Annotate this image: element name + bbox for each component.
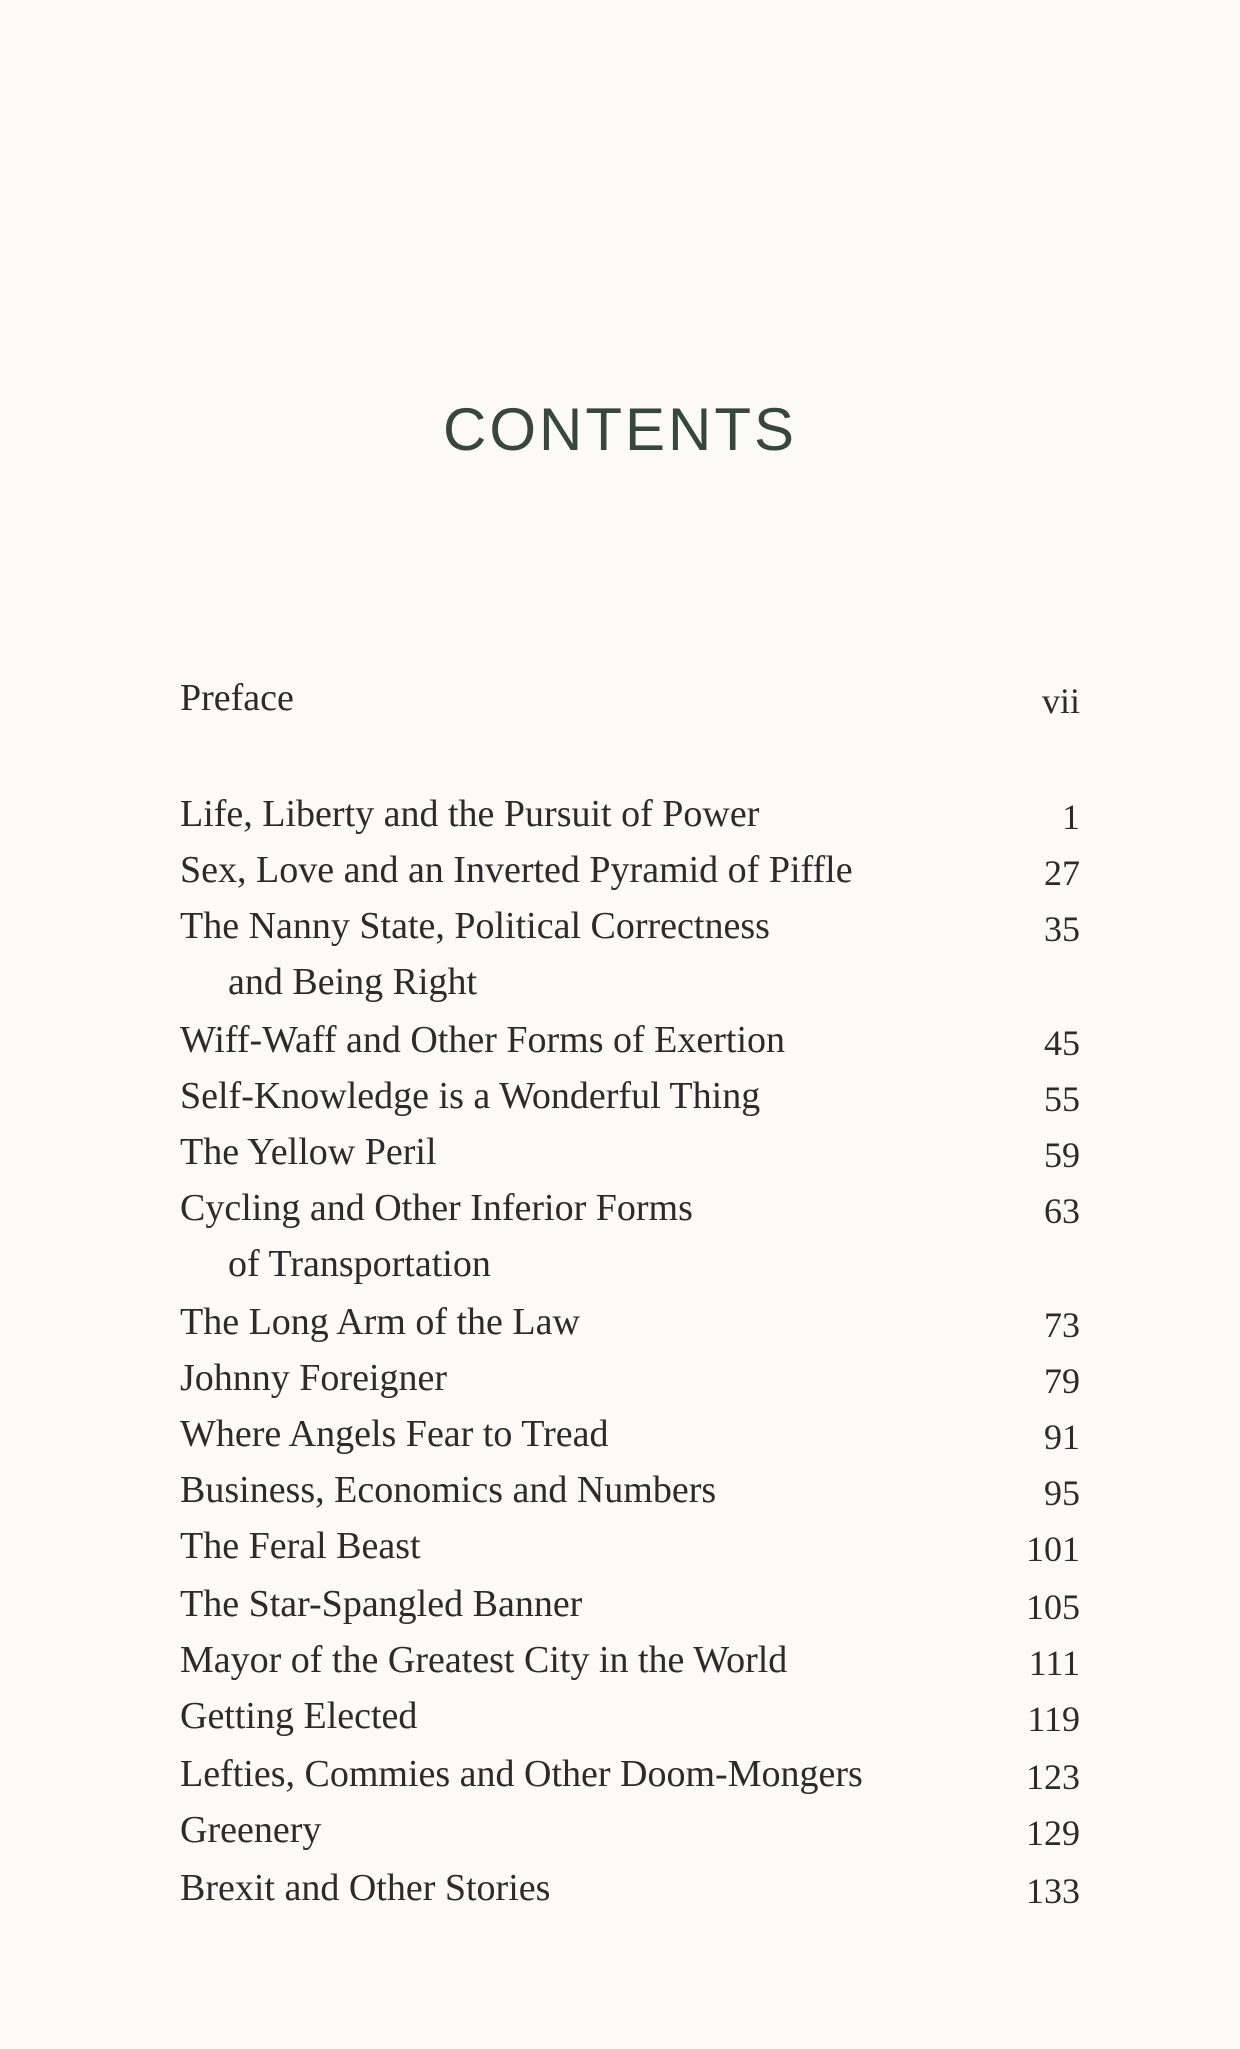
toc-entry-label-continued: of Transportation xyxy=(228,1243,491,1285)
toc-entry-label: Cycling and Other Inferior Forms xyxy=(180,1187,693,1229)
toc-entry-page: 45 xyxy=(1044,1023,1080,1063)
toc-entry-label: Johnny Foreigner xyxy=(180,1357,448,1399)
toc-entry xyxy=(180,842,1080,898)
toc-entry-label: The Star-Spangled Banner xyxy=(180,1583,583,1625)
toc-entry-label-continued: and Being Right xyxy=(228,961,478,1003)
toc-entry-label: The Yellow Peril xyxy=(180,1131,437,1173)
toc-entry xyxy=(180,1802,1080,1858)
toc-entry-label: Sex, Love and an Inverted Pyramid of Piffle xyxy=(180,849,853,891)
toc-entry xyxy=(180,1688,1080,1744)
toc-entry-label: Mayor of the Greatest City in the World xyxy=(180,1639,788,1681)
toc-entry xyxy=(180,1406,1080,1462)
toc-entry-page: 129 xyxy=(1026,1813,1080,1853)
toc-entry-page: 105 xyxy=(1026,1587,1080,1627)
toc-entry-label: Business, Economics and Numbers xyxy=(180,1469,717,1511)
toc-entry-label: The Long Arm of the Law xyxy=(180,1301,580,1343)
toc-entry-label: Preface xyxy=(180,677,294,719)
toc-entry-page: 63 xyxy=(1044,1191,1080,1231)
toc-entry-label: Lefties, Commies and Other Doom-Mongers xyxy=(180,1753,863,1795)
toc-entry-label: The Nanny State, Political Correctness xyxy=(180,905,770,947)
toc-entry-page: 91 xyxy=(1044,1417,1080,1457)
toc-entry-page: 73 xyxy=(1044,1305,1080,1345)
toc-entry-label: Getting Elected xyxy=(180,1695,418,1737)
toc-entry xyxy=(180,1746,1080,1802)
toc-entry-label: Self-Knowledge is a Wonderful Thing xyxy=(180,1075,761,1117)
toc-entry xyxy=(180,1012,1080,1068)
toc-entry xyxy=(180,1518,1080,1574)
toc-entry-page: 101 xyxy=(1026,1529,1080,1569)
toc-entry-label: Brexit and Other Stories xyxy=(180,1867,551,1909)
page-title: CONTENTS xyxy=(443,396,797,463)
toc-entry-label: The Feral Beast xyxy=(180,1525,421,1567)
toc-entry-page: 79 xyxy=(1044,1361,1080,1401)
toc-entry xyxy=(180,1124,1080,1180)
toc-entry-page: vii xyxy=(1041,681,1080,721)
toc-entry-label: Greenery xyxy=(180,1809,322,1851)
toc-entry-label: Life, Liberty and the Pursuit of Power xyxy=(180,793,760,835)
toc-entry xyxy=(180,1576,1080,1632)
toc-entry-page: 123 xyxy=(1026,1757,1080,1797)
toc-entry-label: Where Angels Fear to Tread xyxy=(180,1413,609,1455)
toc-entry-page: 27 xyxy=(1044,853,1080,893)
toc-entry xyxy=(180,1180,1080,1285)
toc-entry-page: 59 xyxy=(1044,1135,1080,1175)
toc-entry xyxy=(180,1462,1080,1518)
toc-entry xyxy=(180,1350,1080,1406)
toc-entry xyxy=(180,1860,1080,1916)
toc-entry xyxy=(180,786,1080,842)
toc-entry xyxy=(180,898,1080,1003)
toc-entry-label: Wiff-Waff and Other Forms of Exertion xyxy=(180,1019,786,1061)
toc-entry-page: 119 xyxy=(1027,1699,1080,1739)
toc-entry-page: 35 xyxy=(1044,909,1080,949)
toc-entry xyxy=(180,1068,1080,1124)
toc-entry-page: 111 xyxy=(1028,1643,1080,1683)
toc-entry-page: 95 xyxy=(1044,1473,1080,1513)
toc-entry-page: 1 xyxy=(1062,797,1080,837)
toc-entry-preface xyxy=(180,670,1080,726)
toc-entry xyxy=(180,1632,1080,1688)
toc-entry-page: 55 xyxy=(1044,1079,1080,1119)
toc-entry-page: 133 xyxy=(1026,1871,1080,1911)
toc-entry xyxy=(180,1294,1080,1350)
